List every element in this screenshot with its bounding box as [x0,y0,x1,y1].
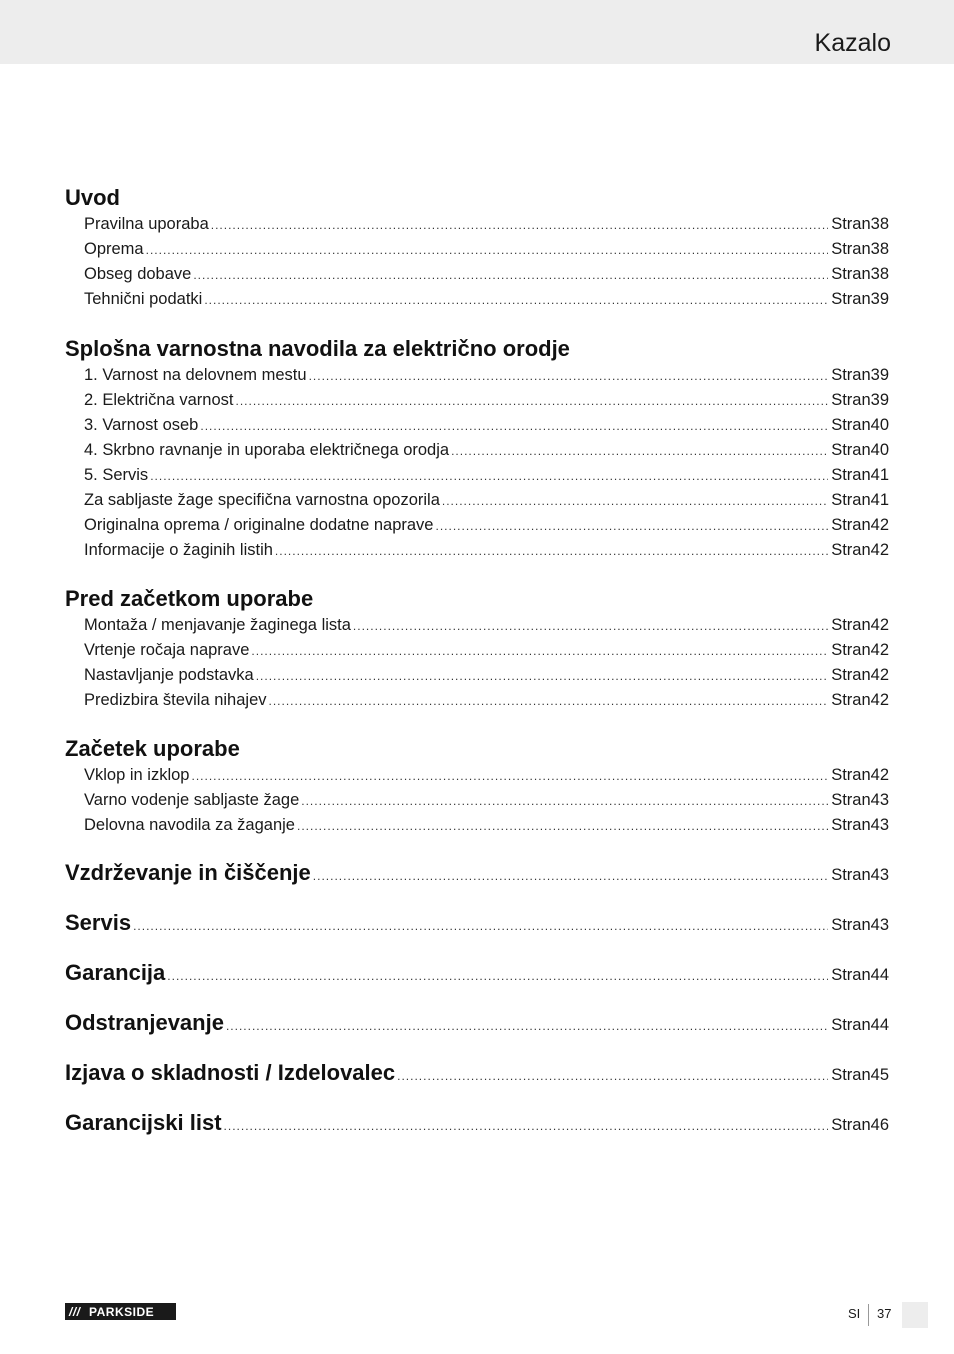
page-number: 38 [870,265,889,283]
toc-page-ref [831,1063,889,1088]
toc-page-ref [831,863,889,888]
page-number: 40 [870,441,889,459]
page-number: 42 [870,541,889,559]
dot-leader [301,789,828,814]
toc-entry-label: Delovna navodila za žaganje [84,816,295,834]
page-number: 41 [870,466,889,484]
page-number: 39 [870,366,889,384]
page-number: 39 [870,290,889,308]
stran-label: Stran [831,1016,871,1034]
toc-page-ref [831,688,889,713]
dot-leader [442,489,828,514]
page-title: Kazalo [814,29,891,57]
toc-page-ref [831,663,889,688]
dot-leader [313,864,828,889]
stran-label: Stran [831,966,871,984]
toc-entry[interactable] [65,488,889,513]
dot-leader [451,439,828,464]
toc-entry-label: Originalna oprema / originalne dodatne naprave [84,516,434,534]
stran-label: Stran [831,791,871,809]
page-number: 43 [870,791,889,809]
stran-label: Stran [831,441,871,459]
stran-label: Stran [831,541,871,559]
dot-leader [353,614,828,639]
dot-leader [435,514,828,539]
toc-entry[interactable] [65,262,889,287]
toc-page-ref [831,763,889,788]
page-number: 42 [870,641,889,659]
dot-leader [269,689,829,714]
toc-entry[interactable] [65,413,889,438]
toc-page-ref [831,237,889,262]
toc-entry[interactable] [65,388,889,413]
toc-entry-label: 5. Servis [84,466,149,484]
stran-label: Stran [831,290,871,308]
toc-entry[interactable] [65,363,889,388]
stran-label: Stran [831,666,871,684]
toc-page-ref [831,363,889,388]
dot-leader [224,1114,829,1139]
page-number: 38 [870,240,889,258]
dot-leader [146,238,829,263]
toc-entry[interactable] [65,513,889,538]
footer-divider [868,1304,869,1326]
stran-label: Stran [831,391,871,409]
page-number: 43 [870,816,889,834]
header-band [0,0,954,64]
page-number: 42 [870,766,889,784]
toc-entry-label: Vklop in izklop [84,766,190,784]
stran-label: Stran [831,616,871,634]
dot-leader [309,364,829,389]
toc-main-entry[interactable] [65,1060,889,1090]
toc-page-ref [831,813,889,838]
page-number: 39 [870,391,889,409]
dot-leader [167,964,828,989]
stran-label: Stran [831,641,871,659]
language-code: SI [848,1306,861,1321]
stran-label: Stran [831,491,871,509]
stran-label: Stran [831,466,871,484]
dot-leader [150,464,828,489]
page-number: 44 [870,1016,889,1034]
toc-entry[interactable] [65,638,889,663]
toc-entry[interactable] [65,613,889,638]
dot-leader [226,1014,828,1039]
toc-entry[interactable] [65,813,889,838]
footer-tab-marker [902,1302,928,1328]
toc-entry-label: 2. Električna varnost [84,391,234,409]
section-title-before-use: Pred začetkom uporabe [65,586,314,611]
toc-entry[interactable] [65,663,889,688]
stran-label: Stran [831,816,871,834]
dot-leader [397,1064,828,1089]
section-title-uvod: Uvod [65,185,120,210]
toc-main-entry[interactable] [65,1010,889,1040]
stran-label: Stran [831,916,871,934]
dot-leader [251,639,828,664]
page-number: 42 [870,691,889,709]
toc-page-ref [831,963,889,988]
toc-main-entry-label: Garancija [65,960,166,985]
toc-page-ref [831,262,889,287]
toc-entry[interactable] [65,763,889,788]
page-number: 41 [870,491,889,509]
stran-label: Stran [831,766,871,784]
brand-name: PARKSIDE [89,1304,155,1319]
toc-page-ref [831,212,889,237]
stran-label: Stran [831,1066,871,1084]
toc-entry-label: Za sabljaste žage specifična varnostna opozorila [84,491,440,509]
stran-label: Stran [831,866,871,884]
toc-entry-label: 4. Skrbno ravnanje in uporaba električnega orodja [84,441,450,459]
dot-leader [297,814,828,839]
toc-entry-label: Obseg dobave [84,265,192,283]
toc-page-ref [831,638,889,663]
stran-label: Stran [831,416,871,434]
toc-entry[interactable] [65,287,889,312]
dot-leader [256,664,829,689]
toc-main-entry-label: Odstranjevanje [65,1010,224,1035]
toc-main-entry[interactable] [65,910,889,940]
dot-leader [235,389,828,414]
toc-page-ref [831,913,889,938]
toc-page-ref [831,388,889,413]
page-number: 44 [870,966,889,984]
toc-entry[interactable] [65,688,889,713]
toc-main-entry[interactable] [65,960,889,990]
page-number: 40 [870,416,889,434]
stran-label: Stran [831,516,871,534]
toc-entry-label: Varno vodenje sabljaste žage [84,791,300,809]
stran-label: Stran [831,691,871,709]
toc-main-entry-label: Servis [65,910,132,935]
toc-entry[interactable] [65,237,889,262]
toc-entry-label: Montaža / menjavanje žaginega lista [84,616,351,634]
toc-page-ref [831,488,889,513]
page-number: 42 [870,516,889,534]
toc-entry[interactable] [65,463,889,488]
toc-entry[interactable] [65,438,889,463]
dot-leader [211,213,828,238]
toc-page-ref [831,513,889,538]
toc-entry-label: Oprema [84,240,144,258]
page-number: 42 [870,666,889,684]
toc-page-ref [831,788,889,813]
toc-page-ref [831,613,889,638]
toc-main-entry-label: Garancijski list [65,1110,222,1135]
stran-label: Stran [831,366,871,384]
dot-leader [193,263,828,288]
toc-entry-label: Tehnični podatki [84,290,203,308]
page-number: 46 [870,1116,889,1134]
dot-leader [204,288,828,313]
stran-label: Stran [831,215,871,233]
toc-entry-label: Informacije o žaginih listih [84,541,273,559]
dot-leader [133,914,828,939]
toc-page-ref [831,463,889,488]
toc-main-entry[interactable] [65,860,889,890]
dot-leader [191,764,828,789]
page-number: 42 [870,616,889,634]
page-number: 38 [870,215,889,233]
toc-page-ref [831,287,889,312]
brand-stripes-icon: /// [69,1304,81,1319]
toc-main-entry-label: Vzdrževanje in čiščenje [65,860,311,885]
toc-entry-label: 3. Varnost oseb [84,416,199,434]
toc-page-ref [831,438,889,463]
page-number-footer: 37 [877,1306,892,1321]
stran-label: Stran [831,1116,871,1134]
stran-label: Stran [831,265,871,283]
toc-entry[interactable] [65,538,889,563]
page-number: 43 [870,866,889,884]
page-number: 43 [870,916,889,934]
toc-entry-label: Vrtenje ročaja naprave [84,641,250,659]
section-title-start-use: Začetek uporabe [65,736,240,761]
page-number: 45 [870,1066,889,1084]
toc-entry[interactable] [65,788,889,813]
toc-entry[interactable] [65,212,889,237]
dot-leader [200,414,828,439]
stran-label: Stran [831,240,871,258]
toc-entry-label: Nastavljanje podstavka [84,666,254,684]
toc-main-entry[interactable] [65,1110,889,1140]
parkside-logo [65,1303,176,1320]
toc-page-ref [831,1113,889,1138]
toc-entry-label: Pravilna uporaba [84,215,209,233]
toc-entry-label: 1. Varnost na delovnem mestu [84,366,307,384]
toc-page-ref [831,413,889,438]
section-title-safety: Splošna varnostna navodila za električno orodje [65,336,570,361]
toc-entry-label: Predizbira števila nihajev [84,691,267,709]
toc-main-entry-label: Izjava o skladnosti / Izdelovalec [65,1060,396,1085]
toc-page-ref [831,538,889,563]
toc-page-ref [831,1013,889,1038]
dot-leader [275,539,828,564]
